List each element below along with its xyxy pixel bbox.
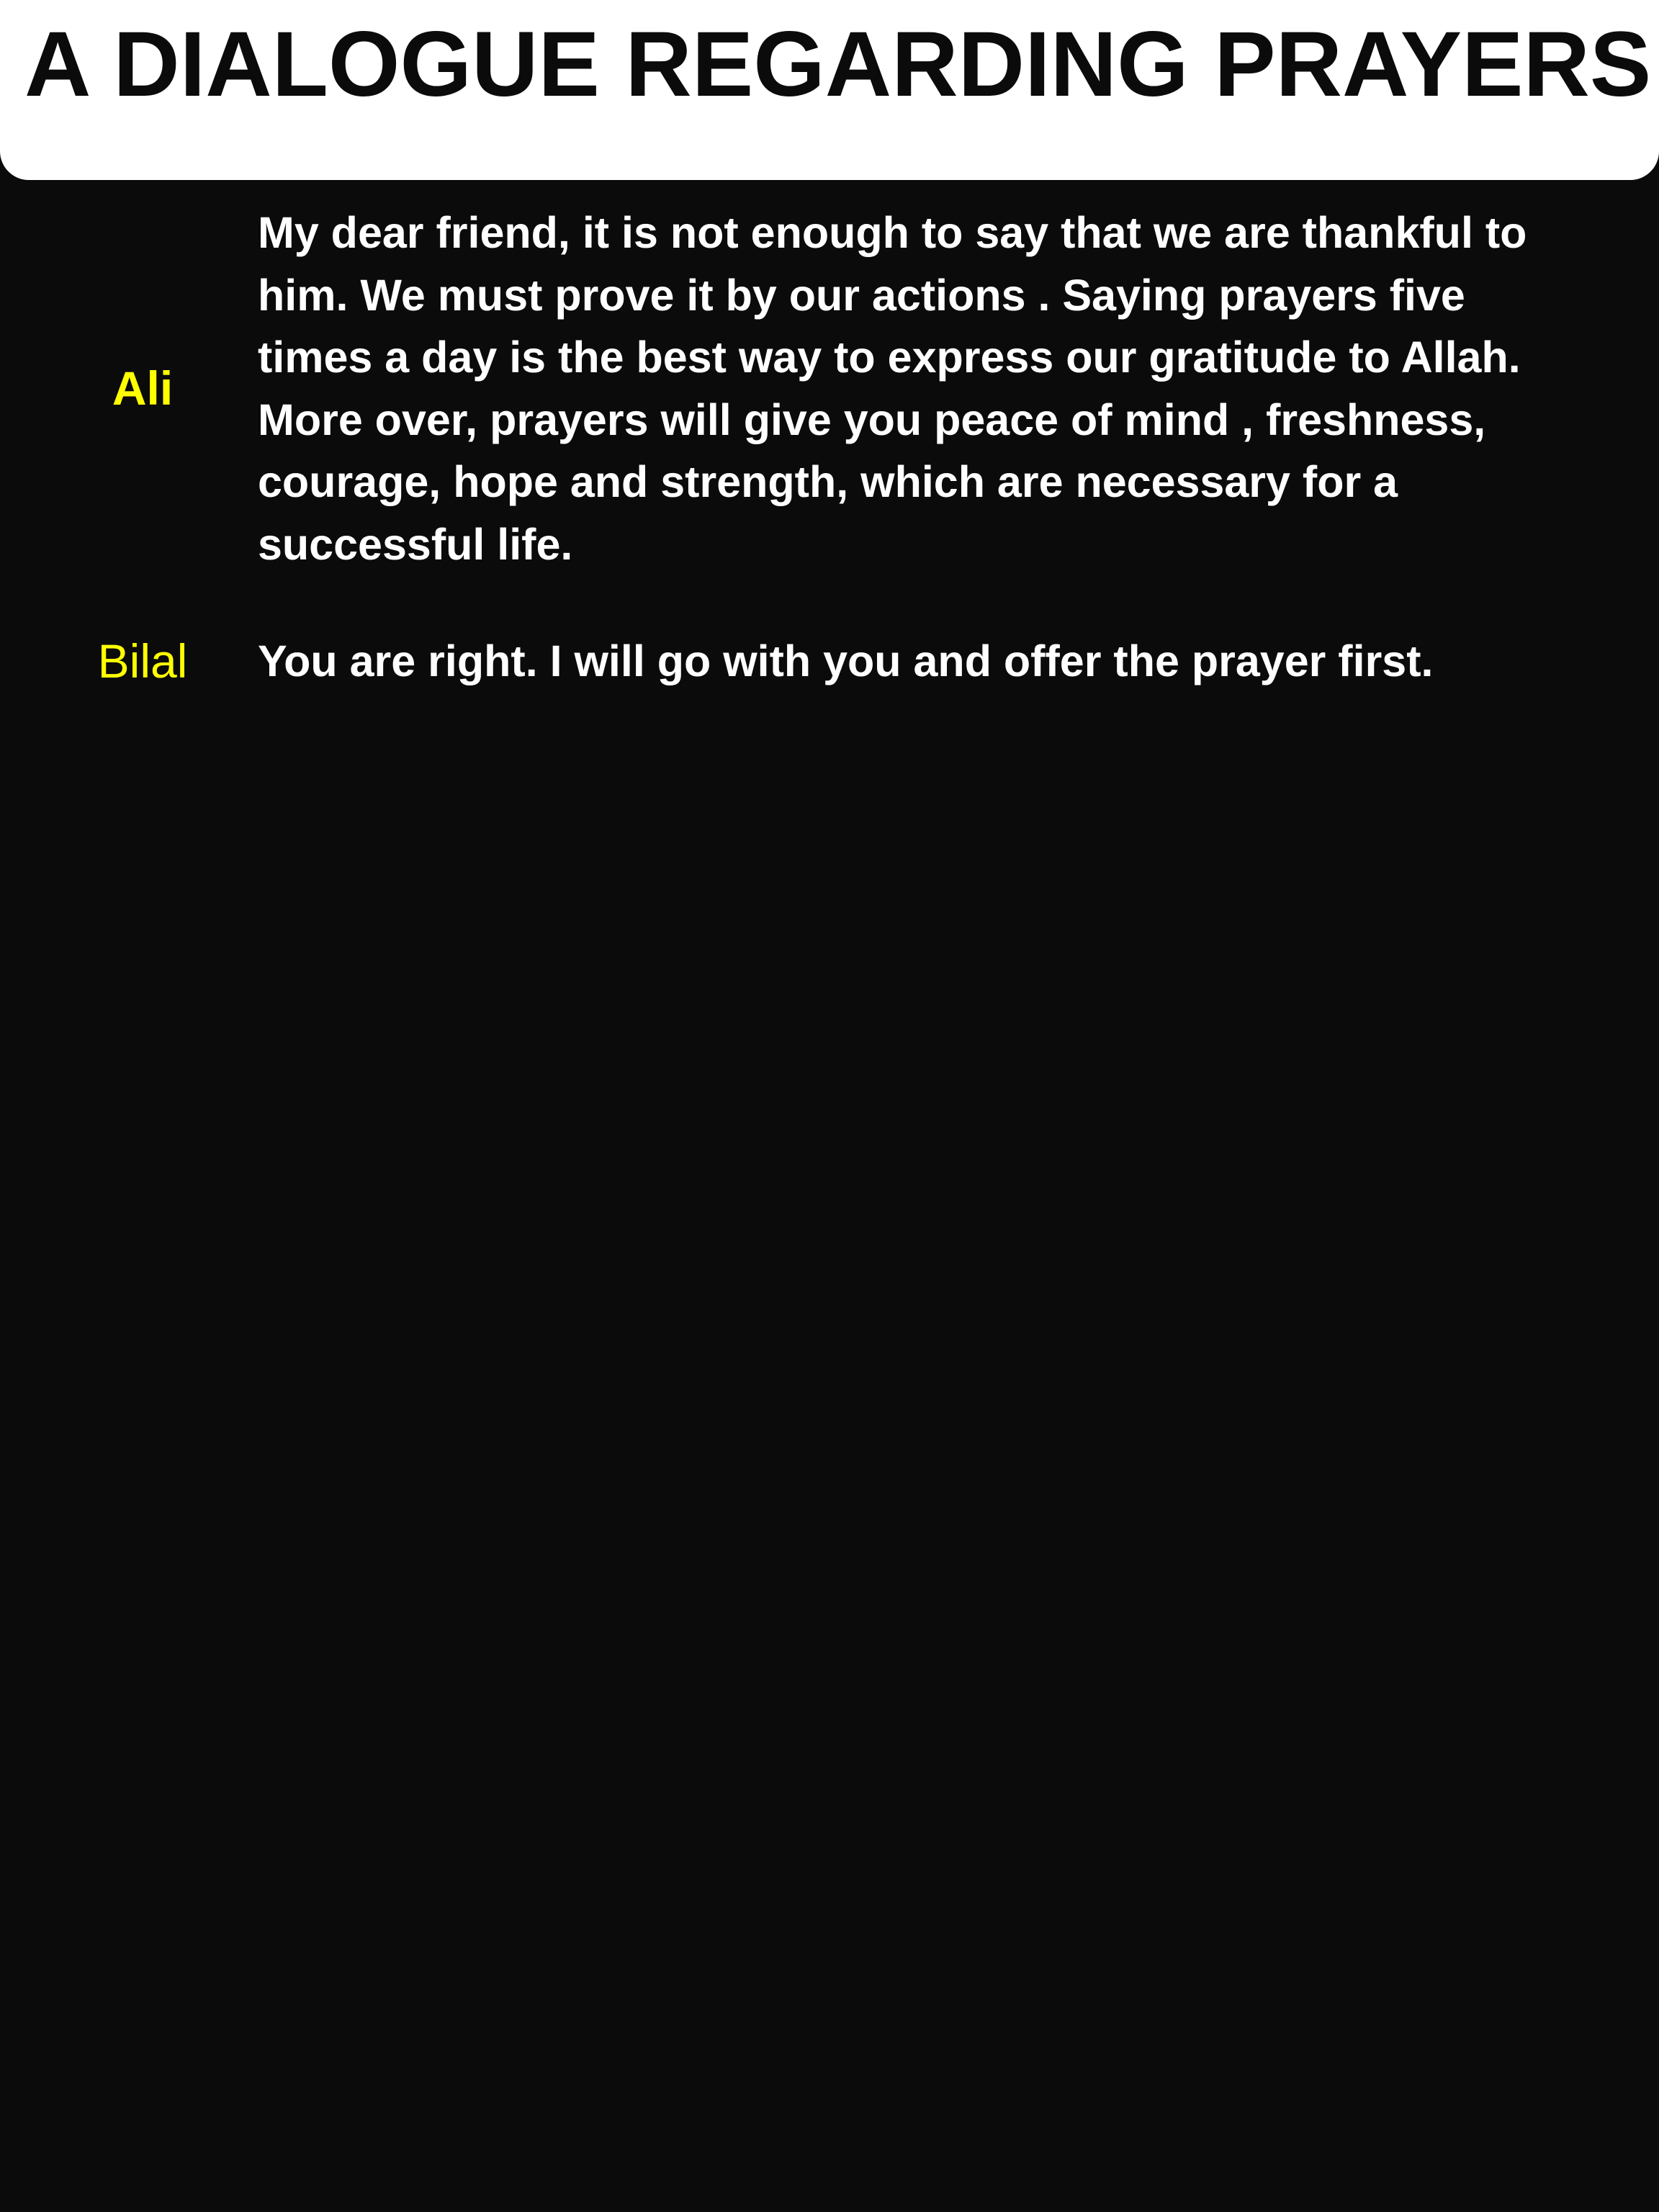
- speech-line: him. We must prove it by our actions . Saying prayers five: [258, 270, 1465, 320]
- page-title: A DIALOGUE REGARDING PRAYERS: [24, 13, 1652, 116]
- speech-line: courage, hope and strength, which are necessary for a: [258, 457, 1398, 506]
- speech-line: times a day is the best way to express our gratitude to Allah.: [258, 333, 1521, 382]
- speech-line: My dear friend, it is not enough to say that we are thankful to: [258, 208, 1527, 257]
- speech-ali: [258, 202, 1640, 575]
- speech-line: You are right. I will go with you and offer the prayer first.: [258, 637, 1434, 685]
- speech-line: successful life.: [258, 519, 573, 569]
- title-bar: [0, 0, 1659, 180]
- speech-line: More over, prayers will give you peace of mind , freshness,: [258, 395, 1486, 444]
- speaker-name-ali: Ali: [112, 361, 174, 415]
- speech-bilal: [258, 630, 1640, 693]
- speaker-name-bilal: Bilal: [97, 634, 188, 688]
